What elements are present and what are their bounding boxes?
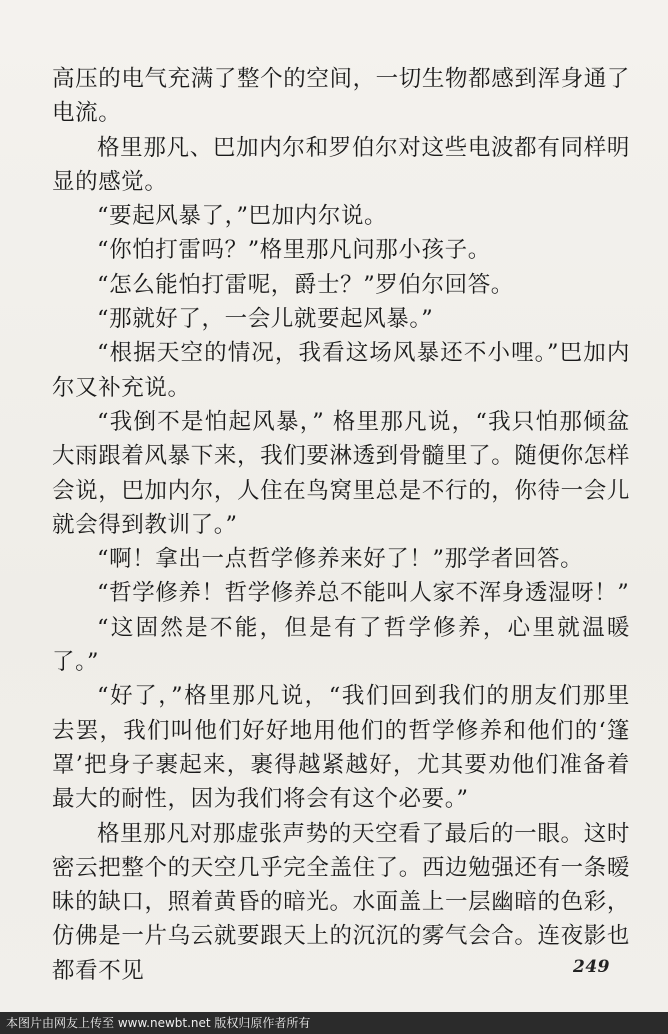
paragraph-6: “那就好了，一会儿就要起风暴。” — [97, 306, 434, 333]
paragraph-7: “根据天空的情况，我看这场风暴还不小哩。”巴加内尔又补充说。 — [52, 340, 630, 401]
paragraph-2: 格里那凡、巴加内尔和罗伯尔对这些电波都有同样明显的感觉。 — [52, 134, 630, 195]
paragraph-11: “这固然是不能，但是有了哲学修养，心里就温暖了。” — [52, 614, 630, 676]
paragraph-1: 高压的电气充满了整个的空间，一切生物都感到浑身通了电流。 — [52, 66, 630, 127]
paragraph-8: “我倒不是怕起风暴，” 格里那凡说，“我只怕那倾盆大雨跟着风暴下来，我们要淋透到骨髓里了。随便你怎样会说，巴加内尔，人住在鸟窝里总是不行的，你待一会儿就会得到教训了。” — [52, 408, 630, 538]
paragraph-12: “好了，”格里那凡说，“我们回到我们的朋友们那里去罢，我们叫他们好好地用他们的哲学修养和他们的‘篷罩’把身子裹起来，裹得越紧越好，尤其要劝他们准备着最大的耐性，因为我们将会有这个必要。” — [52, 683, 630, 813]
paragraph-10: “哲学修养！哲学修养总不能叫人家不浑身透湿呀！” — [97, 580, 630, 607]
paragraph-5: “怎么能怕打雷呢，爵士？”罗伯尔回答。 — [97, 271, 514, 298]
watermark-footer: 本图片由网友上传至 www.newbt.net 版权归原作者所有 — [0, 1012, 668, 1034]
paragraph-9: “啊！拿出一点哲学修养来好了！”那学者回答。 — [97, 546, 584, 573]
page-number: 249 — [573, 957, 610, 977]
body-text — [52, 62, 630, 988]
paragraph-13: 格里那凡对那虚张声势的天空看了最后的一眼。这时密云把整个的天空几乎完全盖住了。西边勉强还有一条暧昧的缺口，照着黄昏的暗光。水面盖上一层幽暗的色彩，仿佛是一片乌云就要跟天上的沉沉的雾气会合。连夜影也都看不见 — [52, 820, 630, 984]
paragraph-4: “你怕打雷吗？”格里那凡问那小孩子。 — [97, 237, 491, 264]
paragraph-3: “要起风暴了，”巴加内尔说。 — [97, 203, 388, 230]
